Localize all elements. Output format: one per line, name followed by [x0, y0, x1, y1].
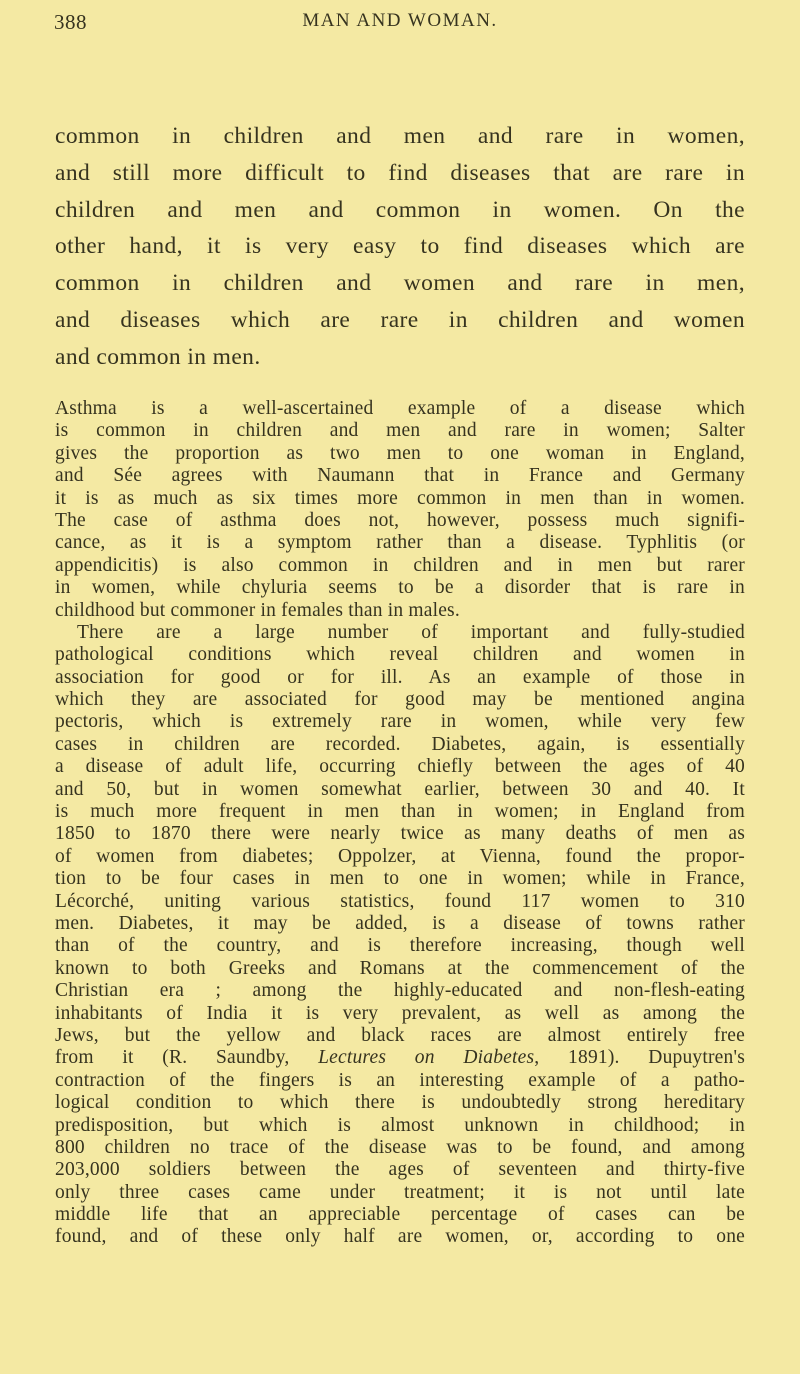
- text-line: known to both Greeks and Romans at the commencement of the: [55, 957, 745, 979]
- running-title: MAN AND WOMAN.: [302, 10, 498, 31]
- text-line: and diseases which are rare in children and women: [55, 306, 745, 333]
- text-line: it is as much as six times more common in men than in women.: [55, 487, 745, 509]
- small-text-body: [55, 398, 745, 1249]
- text-line: Lécorché, uniting various statistics, found 117 women to 310: [55, 890, 745, 912]
- text-line: other hand, it is very easy to find diseases which are: [55, 233, 745, 260]
- citation-text: from it (R. Saundby,: [55, 1047, 319, 1069]
- text-line: pectoris, which is extremely rare in women, while very few: [55, 711, 745, 733]
- text-line: childhood but commoner in females than in males.: [55, 599, 460, 621]
- text-line: [55, 1047, 745, 1069]
- text-line: pathological conditions which reveal children and women in: [55, 644, 745, 666]
- text-line: contraction of the fingers is an interesting example of a patho-: [55, 1069, 745, 1091]
- text-line: Asthma is a well-ascertained example of a disease which: [55, 398, 745, 419]
- text-line: predisposition, but which is almost unknown in childhood; in: [55, 1114, 745, 1136]
- text-line: only three cases came under treatment; it is not until late: [55, 1181, 745, 1203]
- text-line: The case of asthma does not, however, possess much signifi-: [55, 509, 745, 531]
- text-line: gives the proportion as two men to one woman in England,: [55, 442, 745, 464]
- text-line: 203,000 soldiers between the ages of seventeen and thirty-five: [55, 1159, 745, 1181]
- text-line: than of the country, and is therefore increasing, though well: [55, 935, 745, 957]
- text-line: association for good or for ill. As an example of those in: [55, 666, 745, 688]
- citation-text: , 1891). Dupuytren's: [534, 1047, 745, 1069]
- page-number: 388: [54, 10, 87, 34]
- text-line: children and men and common in women. On the: [55, 196, 745, 223]
- text-line: in women, while chyluria seems to be a disorder that is rare in: [55, 577, 745, 599]
- text-line: Christian era ; among the highly-educated and non-flesh-eating: [55, 980, 745, 1002]
- text-line: which they are associated for good may be mentioned angina: [55, 689, 745, 711]
- text-line: common in children and men and rare in women,: [55, 123, 745, 149]
- text-line: There are a large number of important and fully-studied: [77, 621, 745, 643]
- text-line: and Sée agrees with Naumann that in France and Germany: [55, 465, 745, 487]
- text-line: cases in children are recorded. Diabetes, again, is essentially: [55, 733, 745, 755]
- text-line: appendicitis) is also common in children and in men but rarer: [55, 554, 745, 576]
- text-line: logical condition to which there is undoubtedly strong hereditary: [55, 1092, 745, 1114]
- large-paragraph: [55, 118, 745, 376]
- text-line: 800 children no trace of the disease was to be found, and among: [55, 1136, 745, 1158]
- text-line: men. Diabetes, it may be added, is a disease of towns rather: [55, 912, 745, 934]
- text-line: common in children and women and rare in men,: [55, 270, 745, 297]
- text-line: of women from diabetes; Oppolzer, at Vienna, found the propor-: [55, 845, 745, 867]
- text-line: 1850 to 1870 there were nearly twice as many deaths of men as: [55, 823, 745, 845]
- text-line: is common in children and men and rare in women; Salter: [55, 420, 745, 442]
- text-line: cance, as it is a symptom rather than a disease. Typhlitis (or: [55, 532, 745, 554]
- text-line: and still more difficult to find diseases that are rare in: [55, 159, 745, 186]
- text-line: tion to be four cases in men to one in women; while in France,: [55, 868, 745, 890]
- text-line: and 50, but in women somewhat earlier, between 30 and 40. It: [55, 778, 745, 800]
- text-line: and common in men.: [55, 343, 261, 370]
- text-line: found, and of these only half are women, or, according to one: [55, 1226, 745, 1248]
- text-line: middle life that an appreciable percentage of cases can be: [55, 1204, 745, 1226]
- text-line: a disease of adult life, occurring chiefly between the ages of 40: [55, 756, 745, 778]
- text-line: Jews, but the yellow and black races are almost entirely free: [55, 1024, 745, 1046]
- text-line: is much more frequent in men than in women; in England from: [55, 801, 745, 823]
- book-title-italic: Lectures on Diabetes: [318, 1047, 535, 1069]
- text-line: inhabitants of India it is very prevalent, as well as among the: [55, 1002, 745, 1024]
